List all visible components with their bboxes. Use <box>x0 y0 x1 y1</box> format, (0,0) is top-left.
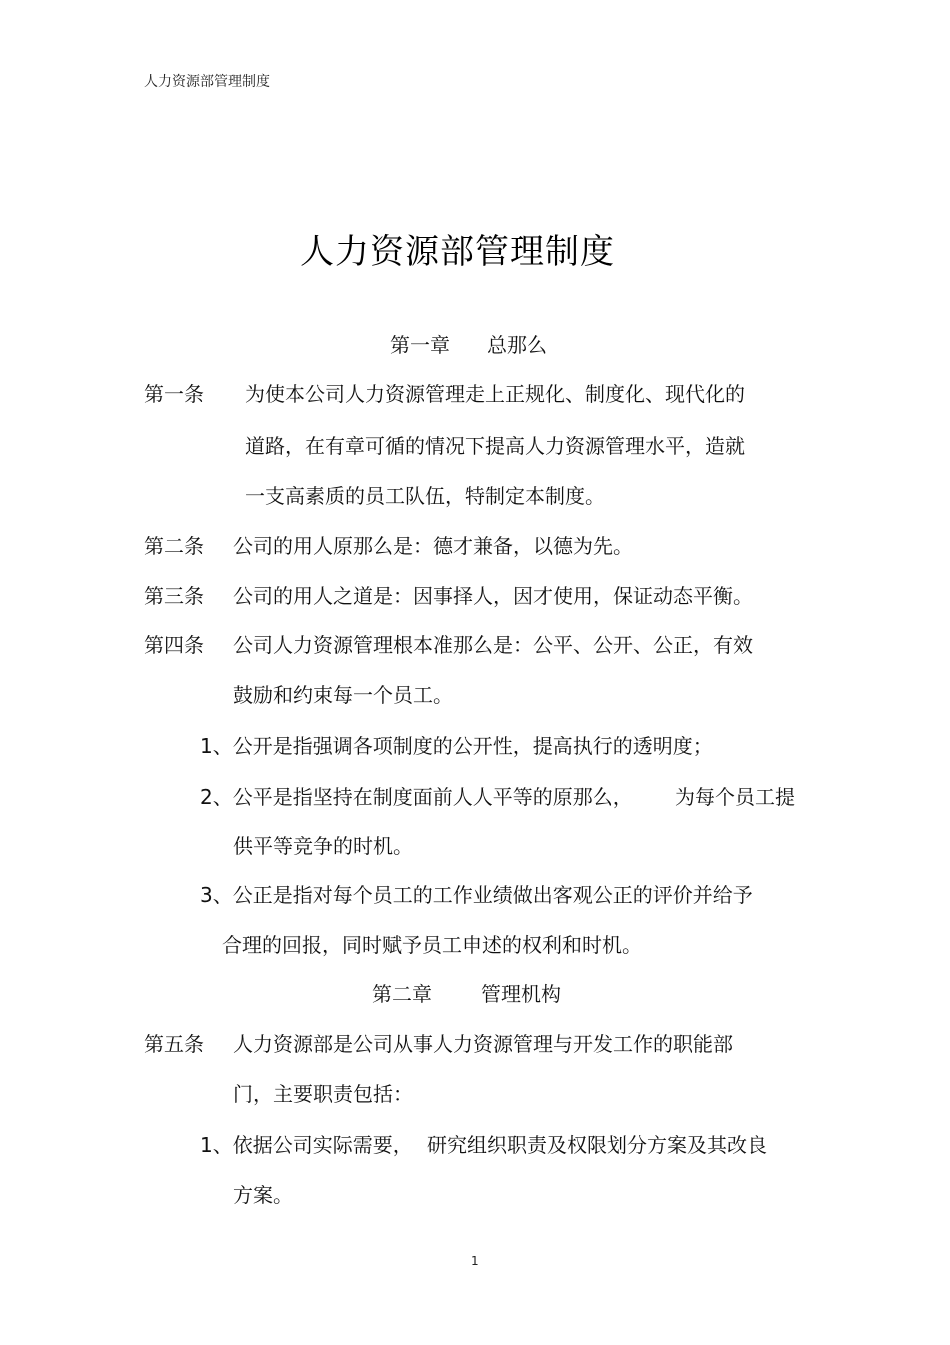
document-title: 人力资源部管理制度 <box>300 232 615 272</box>
article-4-item-2-line-1: 2、公平是指坚持在制度面前人人平等的原那么， <box>200 785 633 809</box>
chapter-2-label: 第二章 <box>372 982 432 1006</box>
article-2-text: 公司的用人原那么是：德才兼备，以德为先。 <box>233 534 633 558</box>
article-3-text: 公司的用人之道是：因事择人，因才使用，保证动态平衡。 <box>233 584 753 608</box>
running-header: 人力资源部管理制度 <box>144 74 270 90</box>
article-1-line-3: 一支高素质的员工队伍，特制定本制度。 <box>245 484 605 508</box>
article-4-line-2: 鼓励和约束每一个员工。 <box>233 683 453 707</box>
article-3-label: 第三条 <box>144 584 204 608</box>
chapter-1-name: 总那么 <box>487 333 547 357</box>
article-5-label: 第五条 <box>144 1032 204 1056</box>
article-4-item-1: 1、公开是指强调各项制度的公开性，提高执行的透明度； <box>200 734 713 758</box>
article-1-label: 第一条 <box>144 382 204 406</box>
article-4-item-3-line-1: 3、公正是指对每个员工的工作业绩做出客观公正的评价并给予 <box>200 883 753 907</box>
article-1-line-2: 道路，在有章可循的情况下提高人力资源管理水平，造就 <box>245 434 745 458</box>
page-number: 1 <box>471 1254 479 1268</box>
article-5-line-2: 门，主要职责包括： <box>233 1082 413 1106</box>
article-4-item-2-line-2: 供平等竞争的时机。 <box>233 834 413 858</box>
article-4-item-2-line-1-tail: 为每个员工提 <box>675 785 795 809</box>
article-1-line-1: 为使本公司人力资源管理走上正规化、制度化、现代化的 <box>245 382 745 406</box>
article-5-line-1: 人力资源部是公司从事人力资源管理与开发工作的职能部 <box>233 1032 733 1056</box>
article-5-item-1-line-1: 1、依据公司实际需要， <box>200 1133 413 1157</box>
chapter-2-name: 管理机构 <box>481 982 561 1006</box>
article-5-item-1-line-1-tail: 研究组织职责及权限划分方案及其改良 <box>427 1133 767 1157</box>
article-4-line-1: 公司人力资源管理根本准那么是：公平、公开、公正，有效 <box>233 633 753 657</box>
article-4-label: 第四条 <box>144 633 204 657</box>
article-5-item-1-line-2: 方案。 <box>233 1183 293 1207</box>
article-2-label: 第二条 <box>144 534 204 558</box>
chapter-1-label: 第一章 <box>390 333 450 357</box>
article-4-item-3-line-2: 合理的回报，同时赋予员工申述的权利和时机。 <box>222 933 642 957</box>
